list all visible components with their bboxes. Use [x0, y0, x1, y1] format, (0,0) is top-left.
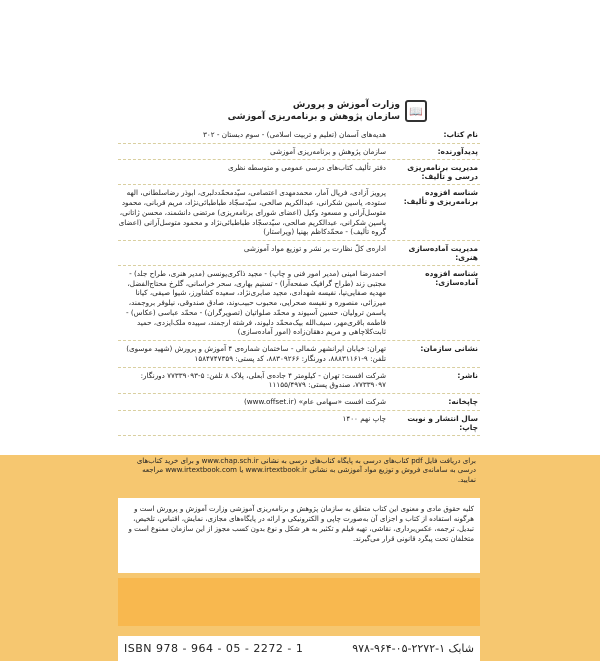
row-label: مدیریت آماده‌سازی هنری:	[408, 244, 478, 263]
row-value: پرویز آزادی، فریال آمار، محمدمهدی اعتصامی، سیّدمحمّددلبری، ابوذر رضاسلطانی، الهه ستوده، یاسین شکرانی، عبدالکریم صالحی، سیّدسجّاد طباطبائی‌نژاد، مریم قربانی، محمود متوسل‌آرانی و مسعود وکیل (اعضای شورای برنامه‌ریزی) مرتضی دانشمند، محسن ژاتانی، یاسین شکرانی، عبدالکریم صالحی، سیّدسجّاد طباطبائی‌نژاد و محمود متوسل‌آرانی (اعضای گروه تألیف) - محمّدکاظم بهنیا (ویراستار)	[118, 188, 386, 237]
book-info-table	[118, 127, 480, 436]
row-value: شرکت افست: تهران - کیلومتر ۴ جاده‌ی آبعلی، پلاک ۸ تلفن: ۵-۷۷۳۳۹۰۹۳ دورنگار: ۷۷۳۳۹۰۹۷، صندوق پستی: ۱۱۱۵۵/۴۹۷۹	[140, 370, 386, 390]
organization-name: سازمان پژوهش و برنامه‌ریزی آموزشی	[227, 112, 400, 122]
row-label: سال انتشار و نوبت چاپ:	[407, 413, 478, 432]
table-row	[118, 160, 480, 185]
copyright-notice: کلیه حقوق مادی و معنوی این کتاب متعلق به سازمان پژوهش و برنامه‌ریزی آموزشی وزارت آموزش و پرورش است و هرگونه استفاده از کتاب و اجزای آن به‌صورت چاپی و الکترونیکی و ارائه در پایگاه‌های مجازی، نمایش، اقتباس، تلخیص، تبدیل، ترجمه، عکس‌برداری، نقاشی، تهیه فیلم و تکثیر به هر شکل و نوع بدون کسب مجوز از این سازمان ممنوع است و متخلفان تحت پیگرد قانونی قرار می‌گیرند.	[118, 498, 480, 573]
isbn-latin: ISBN 978 - 964 - 05 - 2272 - 1	[124, 642, 304, 655]
table-row	[118, 144, 480, 161]
row-value: سازمان پژوهش و برنامه‌ریزی آموزشی	[270, 146, 386, 156]
table-row	[118, 341, 480, 367]
table-row	[118, 266, 480, 341]
row-value: احمدرضا امینی (مدیر امور فنی و چاپ) - مجید ذاکری‌یونسی (مدیر هنری، طراح جلد) - مجتبی زند (طراح گرافیک صفحه‌آرا) - تسنیم بهاری، سحر خراسانی، گلرخ محتاج‌الفضل، مهدیه صفایی‌نیا، نفیسه شهدادی، مجید صابری‌نژاد، سعیده کشاورز، شیوا صیفی، کیانا میرزائی، منصوره و نفیسه صحرایی، محبوب حبیب‌وند، صادق صندوقی، نیلوفر بروجمند، یاسمن ترولیان، حسین آسیوند و محمّد صلواتیان (تصویرگران) - محمّد عباسی (عکاس) - فاطمه باقری‌مهر، سیف‌الله بیک‌محمّد دلیوند، فرشته ارجمند، سپیده ملک‌ایزدی، حمید ثابت‌کلاچاهی و مریم دهقان‌زاده (امور آماده‌سازی)	[125, 269, 386, 337]
row-value: شرکت افست «سهامی عام» (www.offset.ir)	[243, 396, 386, 406]
row-value: اداره‌ی کلّ نظارت بر نشر و توزیع مواد آموزشی	[243, 244, 386, 254]
isbn-persian: شابک ۱-۲۲۷۲-۰۵-۹۶۴-۹۷۸	[352, 642, 474, 655]
blank-panel	[118, 578, 480, 626]
row-label: نشانی سازمان:	[420, 344, 478, 354]
row-value: تهران: خیابان ایرانشهر شمالی - ساختمان شماره‌ی ۴ آموزش و پرورش (شهید موسوی) تلفن: ۹-۸۸۸۳۱۱۶۱، دورنگار: ۸۸۳۰۹۲۶۶، کد پستی: ۱۵۸۴۷۴۷۳۵۹	[126, 344, 386, 363]
row-label: پدیدآورنده:	[437, 146, 478, 156]
download-notice: برای دریافت فایل pdf کتاب‌های درسی به پایگاه کتاب‌های درسی به نشانی www.chap.sch.ir و برای خرید کتاب‌های درسی به سامانه‌ی فروش و توزیع مواد آموزشی به نشانی www.irtextbook.ir یا www.irtextbook.com مراجعه نمایید.	[136, 457, 476, 484]
table-row	[118, 394, 480, 411]
row-value: هدیه‌های آسمان (تعلیم و تربیت اسلامی) - سوم دبستان - ۳۰۲	[203, 130, 386, 139]
isbn-bar	[118, 636, 480, 661]
row-label: شناسه افزوده آماده‌سازی:	[425, 269, 478, 288]
table-row	[118, 127, 480, 144]
table-row	[118, 241, 480, 266]
ministry-name: وزارت آموزش و پرورش	[292, 100, 400, 110]
row-value: دفتر تألیف کتاب‌های درسی عمومی و متوسطه نظری	[227, 163, 386, 173]
ministry-logo-icon: 📖	[405, 100, 427, 122]
row-label: چاپخانه:	[448, 396, 478, 406]
row-label: نام کتاب:	[443, 130, 478, 139]
ministry-header	[130, 100, 400, 122]
table-row	[118, 185, 480, 241]
row-label: شناسه افزوده برنامه‌ریزی و تألیف:	[403, 188, 478, 207]
table-row	[118, 368, 480, 394]
row-value: چاپ نهم ۱۴۰۰	[342, 413, 386, 423]
row-label: مدیریت برنامه‌ریزی درسی و تألیف:	[407, 163, 478, 182]
table-row	[118, 411, 480, 436]
row-label: ناشر:	[457, 370, 478, 380]
